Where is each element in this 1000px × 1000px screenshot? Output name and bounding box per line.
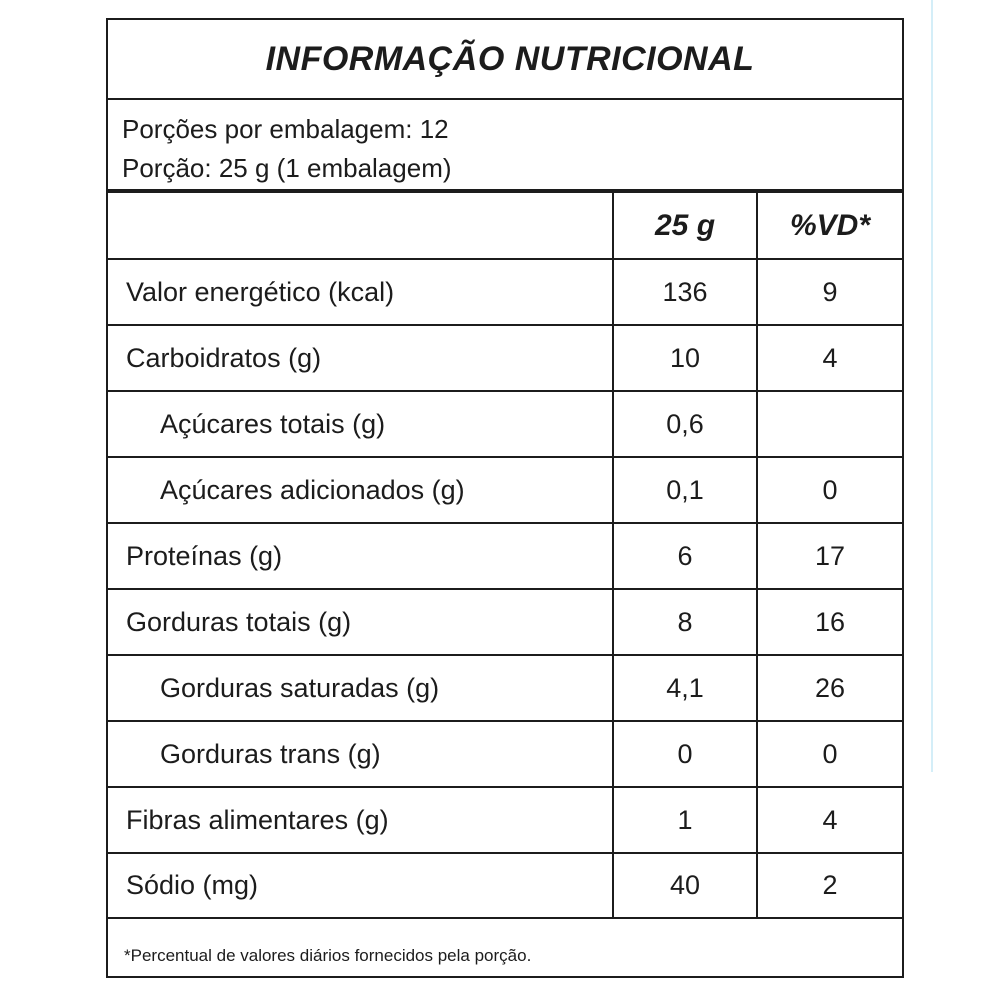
nutrient-name: Açúcares totais (g): [108, 392, 614, 456]
nutrient-amount: 0,6: [614, 392, 758, 456]
table-row: [108, 788, 902, 854]
table-row: [108, 392, 902, 458]
table-row: [108, 326, 902, 392]
table-row: [108, 656, 902, 722]
edge-line: [931, 0, 933, 772]
header-amount: 25 g: [614, 193, 758, 258]
table-row: [108, 590, 902, 656]
nutrient-dv: 0: [822, 738, 838, 769]
table-row: [108, 458, 902, 524]
table-row: [108, 854, 902, 919]
table-row: [108, 722, 902, 788]
header-daily-value: %VD*: [789, 208, 871, 242]
nutrient-name: Gorduras saturadas (g): [108, 656, 614, 720]
nutrient-dv: 17: [814, 540, 846, 571]
nutrient-name: Gorduras totais (g): [108, 590, 614, 654]
nutrient-amount: 0: [614, 722, 758, 786]
nutrient-dv: 0: [822, 474, 838, 505]
nutrient-amount: 4,1: [614, 656, 758, 720]
nutrient-amount: 40: [614, 854, 758, 917]
nutrient-name: Gorduras trans (g): [108, 722, 614, 786]
nutrition-facts-table: [106, 18, 904, 978]
nutrient-dv: 4: [822, 804, 838, 835]
nutrient-dv: 16: [814, 606, 846, 637]
nutrient-amount: 10: [614, 326, 758, 390]
nutrient-dv: [758, 392, 902, 456]
table-row: [108, 260, 902, 326]
table-row: [108, 524, 902, 590]
nutrient-amount: 8: [614, 590, 758, 654]
nutrient-dv: 26: [814, 672, 846, 703]
nutrient-name: Açúcares adicionados (g): [108, 458, 614, 522]
nutrient-name: Fibras alimentares (g): [108, 788, 614, 852]
serving-size: Porção: 25 g (1 embalagem): [122, 153, 452, 183]
footnote: *Percentual de valores diários fornecidos pela porção.: [124, 945, 532, 965]
nutrient-amount: 6: [614, 524, 758, 588]
servings-per-package: Porções por embalagem: 12: [122, 114, 449, 144]
nutrient-dv: 2: [822, 870, 838, 900]
portion-info: [108, 100, 902, 193]
nutrient-name: Valor energético (kcal): [108, 260, 614, 324]
nutrient-dv: 4: [822, 342, 838, 373]
header-empty-cell: [108, 193, 614, 258]
nutrient-amount: 136: [614, 260, 758, 324]
nutrient-name: Carboidratos (g): [108, 326, 614, 390]
nutrient-dv: 9: [822, 276, 838, 307]
table-header-row: [108, 193, 902, 260]
nutrient-name: Proteínas (g): [108, 524, 614, 588]
nutrient-amount: 0,1: [614, 458, 758, 522]
nutrient-name: Sódio (mg): [108, 854, 614, 917]
nutrient-amount: 1: [614, 788, 758, 852]
table-title: INFORMAÇÃO NUTRICIONAL: [108, 20, 902, 100]
